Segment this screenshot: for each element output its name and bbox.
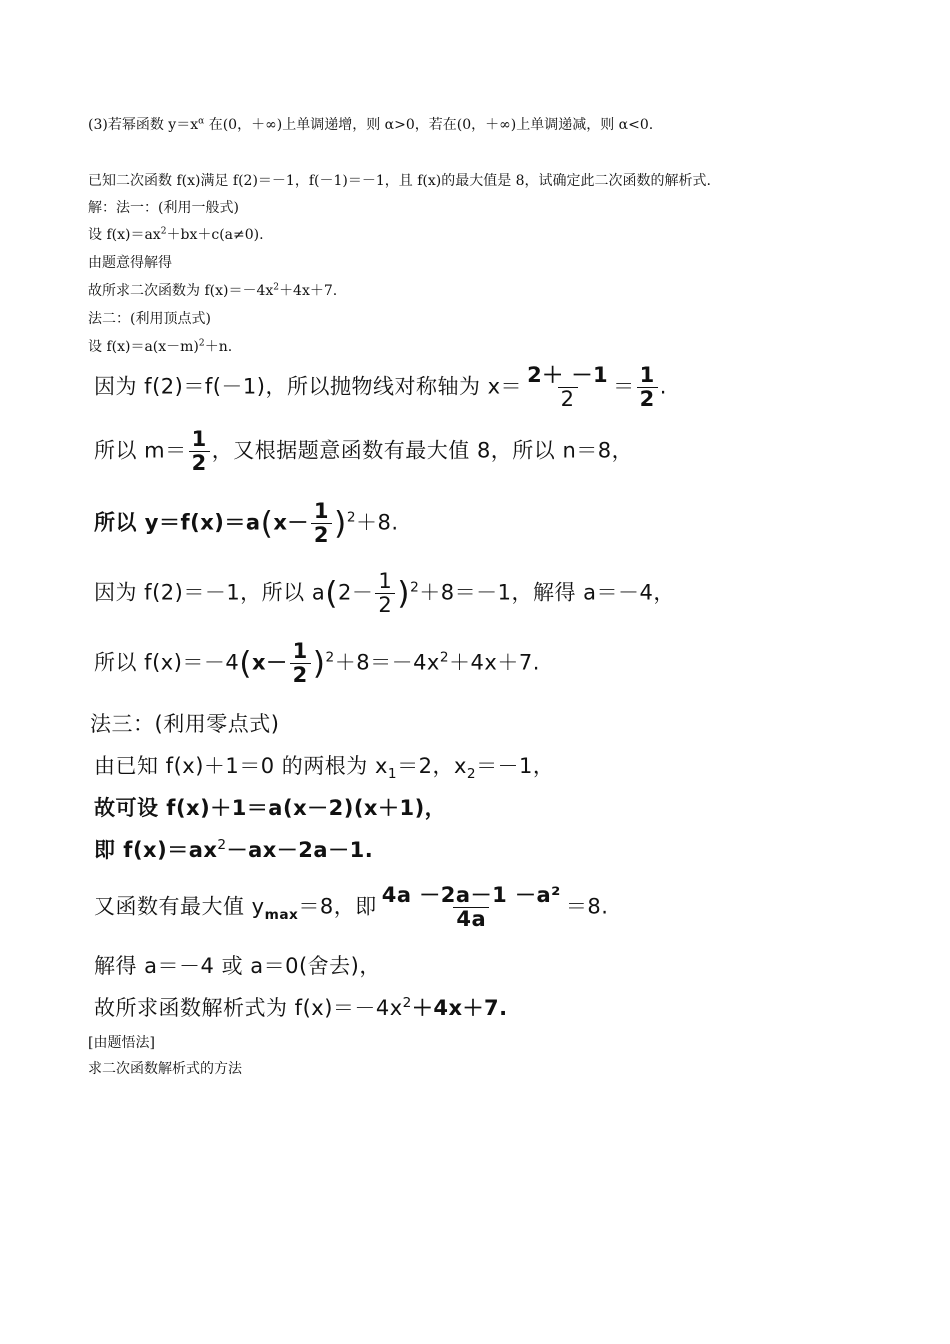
method1-step: 由题意得解得 [88, 255, 172, 271]
fraction: $\frac{1}{2}$ [189, 428, 210, 475]
method2-result-line: 所以 f(x)＝－4(x－ $\frac{1}{2}$ )$^2+8=-4x^2+4x+7$. [94, 639, 540, 688]
solution-header: 解：法一：(利用一般式) [88, 200, 239, 216]
fraction: $\frac{2+ -1}{2}$ [527, 363, 609, 412]
method3-result-line: 故所求函数解析式为 $f(x)=-4x^2+4x+7$. [94, 995, 508, 1020]
fraction: $\frac{1}{2}$ [375, 570, 395, 617]
m-n-values-line: 所以 m＝ $\frac{1}{2}$ ，又根据题意函数有最大值 8，所以 n＝8， [94, 427, 634, 476]
method2-setup: 设 $f(x)=a(x-m)^2+n$. [88, 338, 233, 355]
roots-line: 由已知 f(x)＋1＝0 的两根为 $x_1=2$，$x_2=-1$， [94, 754, 555, 783]
method1-result: 故所求二次函数为 $f(x)=-4x^2+4x+7$. [88, 282, 338, 299]
max-value-line: 又函数有最大值 $y_{max}=8$，即 $\frac{\text{4a －2a－1 －a²}}{4a}$ ＝8. [94, 883, 609, 932]
method2-header: 法二：(利用顶点式) [88, 311, 211, 327]
zero-form-line: 故可设 f(x)＋1＝a(x－2)(x＋1)， [94, 796, 447, 820]
fraction: $\frac{\text{4a －2a－1 －a²}}{4a}$ [381, 883, 561, 932]
problem-statement: 已知二次函数 f(x)满足 f(2)＝－1，f(－1)＝－1，且 f(x)的最大值是 8，试确定此二次函数的解析式. [88, 173, 711, 189]
fraction: $\frac{1}{2}$ [290, 640, 311, 687]
axis-of-symmetry-line: 因为 f(2)＝f(－1)，所以抛物线对称轴为 x＝ $\frac{2+ -1}{2}$ ＝ $\frac{1}{2}$ . [94, 363, 667, 412]
solve-a-line: 因为 f(2)＝－1，所以 a(2－ $\frac{1}{2}$ )$^2$＋8＝－1，解得 a＝－4， [94, 569, 675, 618]
section-label: [由题悟法] [88, 1035, 155, 1051]
section-subtitle: 求二次函数解析式的方法 [88, 1061, 242, 1077]
method1-setup: 设 $f(x)=ax^2+bx+c(a\ne 0)$. [88, 226, 264, 243]
expanded-form-line: 即 $f(x)=ax^2-ax-2a-1$. [94, 837, 374, 862]
solve-a-result-line: 解得 a＝－4 或 a＝0(舍去)， [94, 954, 381, 978]
power-function-note: (3)若幂函数 $y=x^\alpha$ 在(0，＋∞)上单调递增，则 α>0，若在(0，＋∞)上单调递减，则 α<0. [88, 116, 654, 133]
fraction: $\frac{1}{2}$ [637, 364, 658, 411]
vertex-form-line: 所以 y＝f(x)＝a(x－ $\frac{1}{2}$ )$^2$＋8. [94, 499, 399, 548]
fraction: $\frac{1}{2}$ [311, 500, 332, 547]
method3-header: 法三：(利用零点式) [90, 712, 280, 736]
